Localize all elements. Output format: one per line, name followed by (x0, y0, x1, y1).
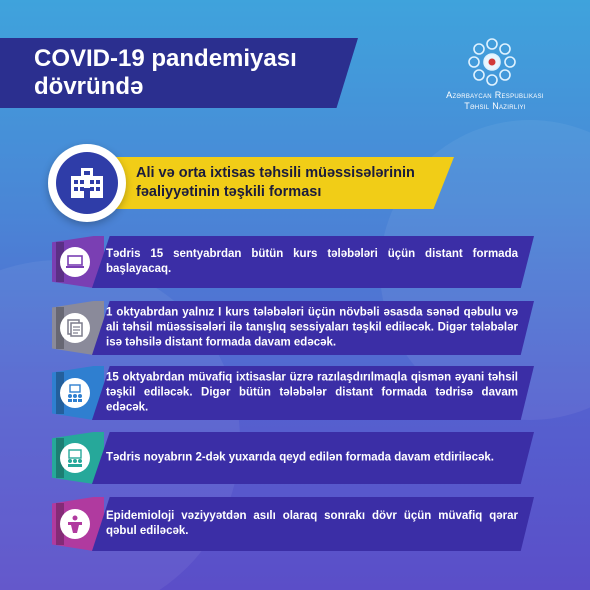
page-title (34, 45, 334, 101)
item-icon-disc (60, 509, 90, 539)
item-text: Tədris 15 sentyabrdan bütün kurs tələbələri üçün distant formada başlayacaq. (106, 248, 518, 275)
title-line-2: dövründə (34, 73, 144, 100)
header-icon-disc (56, 152, 118, 214)
lectern-icon (66, 515, 84, 533)
ministry-name (420, 90, 570, 112)
classroom-icon (66, 384, 84, 402)
list-item (52, 301, 534, 355)
list-item (52, 366, 534, 420)
header-title: Ali və orta ixtisas təhsili müəssisələrinin fəaliyyətinin təşkili forması (136, 165, 415, 200)
list-item (52, 432, 534, 484)
item-icon-disc (60, 247, 90, 277)
item-text: Epidemioloji vəziyyətdən asılı olaraq sonrakı dövr üçün müvafiq qərar qəbul ediləcək. (106, 510, 518, 537)
list-item (52, 497, 534, 551)
item-icon-disc (60, 443, 90, 473)
laptop-icon (66, 253, 84, 271)
list-item (52, 236, 534, 288)
item-text: 15 oktyabrdan müvafiq ixtisaslar üzrə razılaşdırılmaqla qismən əyani təhsil təşkil ediləcək. Digər bütün tələbələr distant formada tədrisə davam edəcək. (106, 371, 518, 414)
item-icon-disc (60, 378, 90, 408)
title-line-1: COVID-19 pandemiyası (34, 45, 297, 72)
item-text: Tədris noyabrın 2-dək yuxarıda qeyd edilən formada davam etdiriləcək. (106, 451, 494, 464)
presentation-icon (66, 449, 84, 467)
ministry-line-1: Azərbaycan Respublikası (446, 90, 544, 100)
item-text: 1 oktyabrdan yalnız I kurs tələbələri üçün növbəli əsasda sənəd qəbulu və ali təhsil müəssisələri ilə tanışlıq sessiyaları təşkil ediləcək. Digər tələbələr isə təhsilə distant formada davam edəcək. (106, 306, 518, 349)
item-icon-disc (60, 313, 90, 343)
building-icon (69, 166, 105, 200)
ministry-logo-icon (466, 36, 518, 88)
documents-icon (66, 319, 84, 337)
ministry-line-2: Təhsil Nazirliyi (464, 101, 526, 111)
